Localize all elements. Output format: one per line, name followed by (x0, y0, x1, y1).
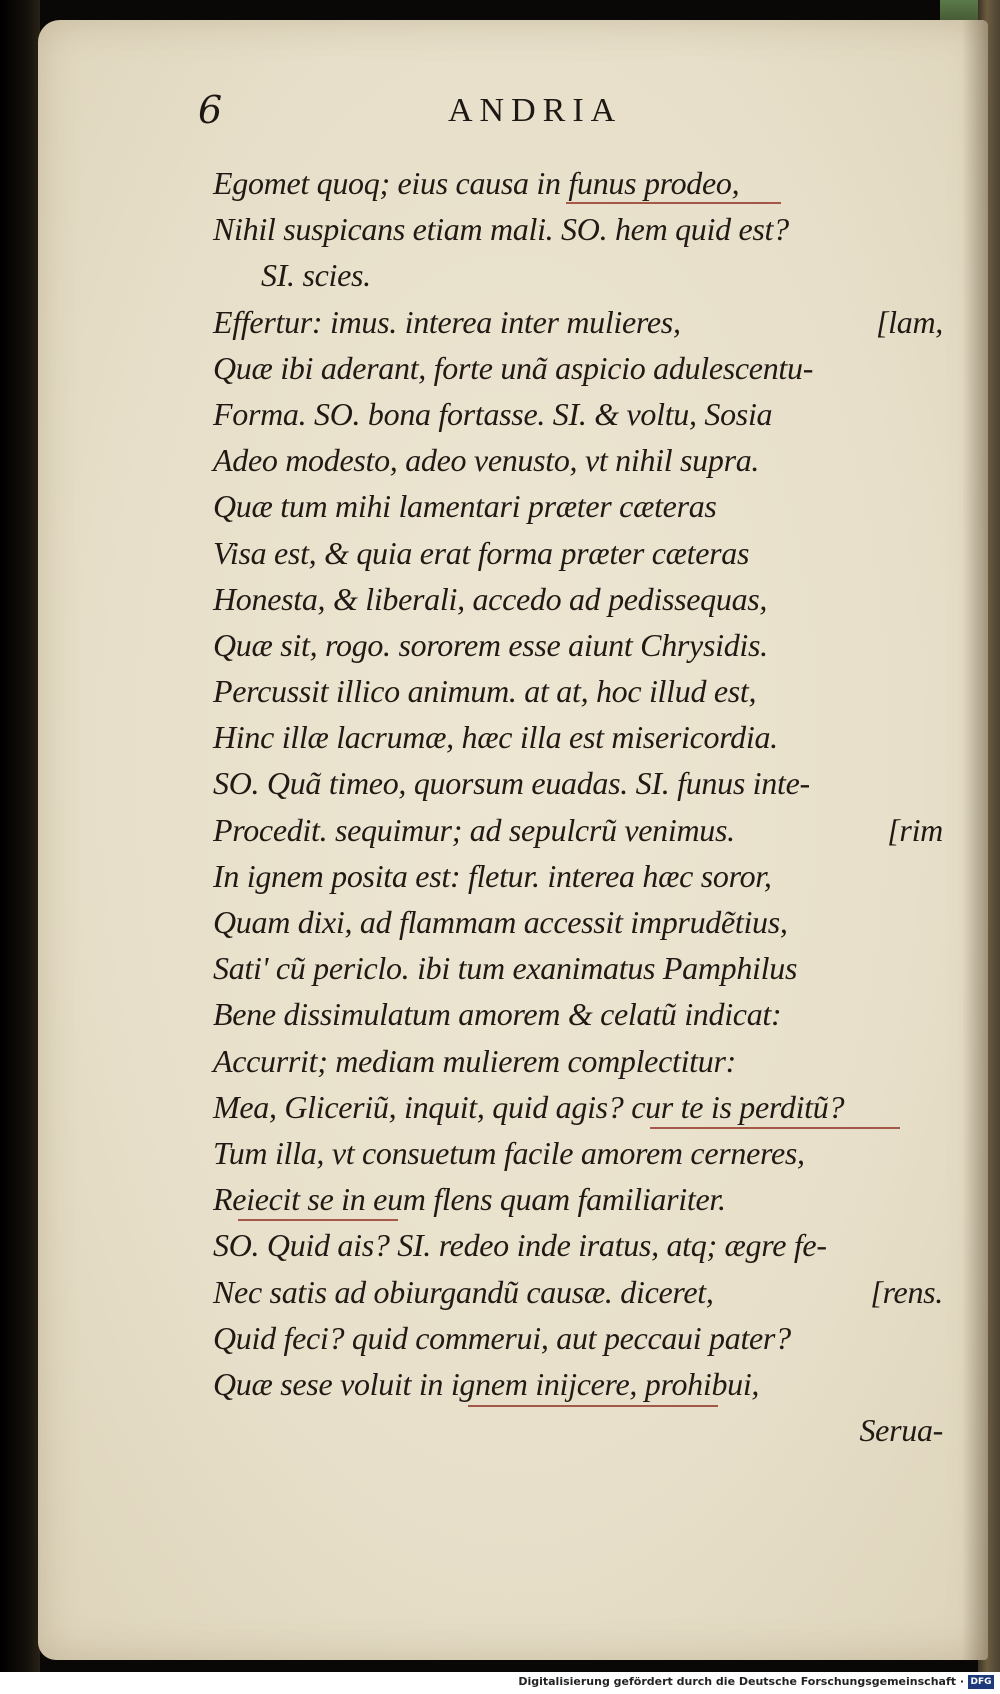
text-line (213, 760, 973, 806)
line-text: Nihil suspicans etiam mali. SO. hem quid est? (213, 211, 789, 248)
line-text: SO. Quid ais? SI. redeo inde iratus, atq; ægre fe- (213, 1227, 827, 1264)
text-line (213, 391, 973, 437)
line-text: Quam dixi, ad flammam accessit imprudẽtius, (213, 904, 788, 940)
line-text: Adeo modesto, adeo venusto, vt nihil supra. (213, 442, 760, 479)
line-text: SO. Quã timeo, quorsum euadas. SI. funus inte- (213, 765, 810, 802)
line-text: In ignem posita est: fletur. interea hæc soror, (213, 857, 772, 894)
line-text: SI. scies. (261, 257, 371, 294)
text-line (213, 252, 973, 298)
page-header (38, 88, 988, 148)
text-line (213, 299, 973, 345)
digitization-footer (0, 1672, 1000, 1694)
running-title: ANDRIA (448, 92, 623, 129)
text-line (213, 899, 973, 945)
text-line (213, 437, 973, 483)
text-line (213, 991, 973, 1037)
line-text: Honesta, & liberali, accedo ad pedissequas, (213, 580, 768, 617)
text-line (213, 1361, 973, 1407)
text-line (213, 622, 973, 668)
line-text: Quæ ibi aderant, forte unã aspicio adulescentu- (213, 349, 814, 386)
text-line (213, 1407, 973, 1453)
funding-credit: Digitalisierung gefördert durch die Deutsche Forschungsgemeinschaft · (518, 1675, 964, 1688)
line-text: Nec satis ad obiurgandũ causæ. diceret, (213, 1273, 714, 1310)
text-line (213, 160, 973, 206)
latin-text-block (213, 160, 973, 1453)
line-continuation: [rens. (870, 1273, 943, 1310)
text-line (213, 1222, 973, 1268)
line-text: Quæ sit, rogo. sororem esse aiunt Chrysidis. (213, 626, 768, 663)
text-line (213, 483, 973, 529)
text-line (213, 714, 973, 760)
book-page (38, 20, 988, 1660)
text-line (213, 807, 973, 853)
line-text: Mea, Gliceriũ, inquit, quid agis? cur te is perditũ? (213, 1088, 845, 1125)
line-text: Quæ sese voluit in ignem inijcere, prohibui, (213, 1365, 760, 1402)
text-line (213, 1176, 973, 1222)
text-line (213, 945, 973, 991)
text-line (213, 530, 973, 576)
line-text: Percussit illico animum. at at, hoc illud est, (213, 673, 757, 710)
line-text: Sati' cũ periclo. ibi tum exanimatus Pamphilus (213, 950, 798, 987)
text-line (213, 1130, 973, 1176)
text-line (213, 853, 973, 899)
line-text: Reiecit se in eum flens quam familiariter. (213, 1181, 726, 1218)
ink-underline (566, 202, 781, 204)
line-text: Quid feci? quid commerui, aut peccaui pater? (213, 1319, 791, 1356)
line-text: Egomet quoq; eius causa in funus prodeo, (213, 165, 740, 201)
binding-shadow (0, 0, 40, 1672)
text-line (213, 1269, 973, 1315)
line-text: Hinc illæ lacrumæ, hæc illa est misericordia. (213, 719, 778, 756)
line-text: Forma. SO. bona fortasse. SI. & voltu, Sosia (213, 395, 773, 432)
line-continuation: [rim (887, 811, 943, 848)
page-number: 6 (198, 88, 223, 132)
line-text: Tum illa, vt consuetum facile amorem cerneres, (213, 1134, 805, 1171)
text-line (213, 1038, 973, 1084)
line-text: Bene dissimulatum amorem & celatũ indicat: (213, 996, 782, 1033)
text-line (213, 576, 973, 622)
line-text: Procedit. sequimur; ad sepulcrũ venimus. (213, 811, 735, 848)
line-text: Effertur: imus. interea inter mulieres, (213, 303, 681, 340)
text-line (213, 345, 973, 391)
ink-underline (468, 1405, 718, 1407)
text-line (213, 1084, 973, 1130)
ink-underline (238, 1219, 398, 1221)
line-text: Accurrit; mediam mulierem complectitur: (213, 1042, 736, 1079)
line-text: Quæ tum mihi lamentari præter cæteras (213, 488, 717, 525)
ink-underline (650, 1127, 900, 1129)
dfg-logo: DFG (968, 1675, 994, 1689)
line-text: Visa est, & quia erat forma præter cæteras (213, 534, 750, 571)
text-line (213, 206, 973, 252)
text-line (213, 1315, 973, 1361)
line-text: Serua- (859, 1412, 943, 1449)
text-line (213, 668, 973, 714)
line-continuation: [lam, (876, 303, 943, 340)
